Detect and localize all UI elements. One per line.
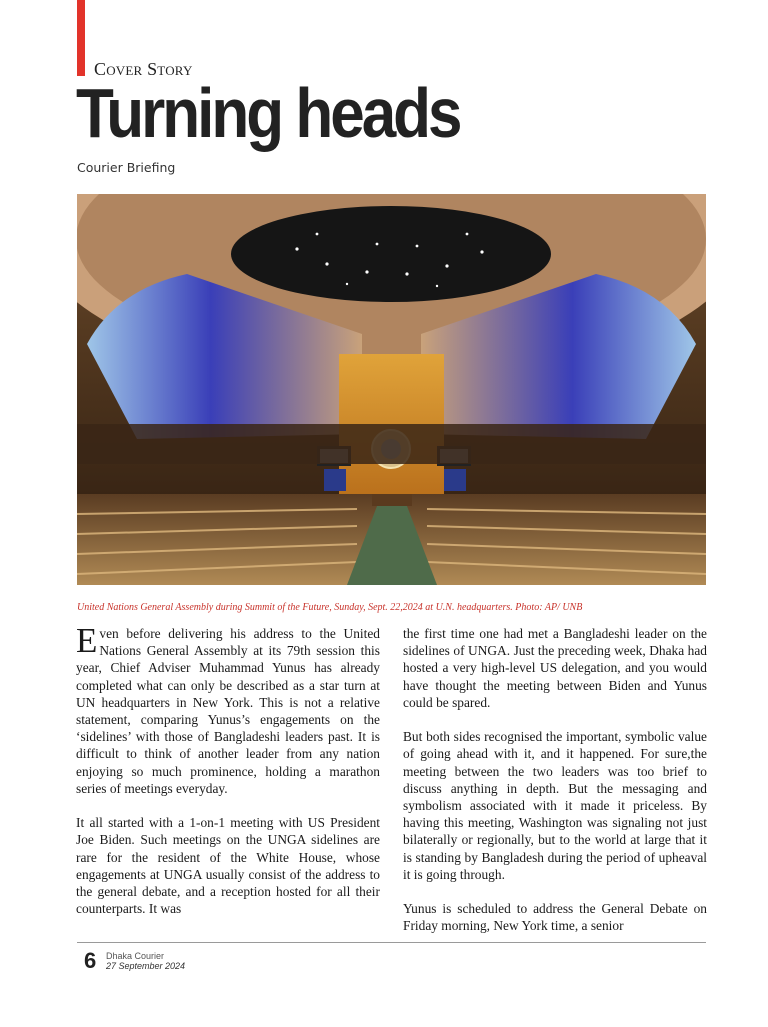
- paragraph-3: the first time one had met a Bangladeshi leader on the sidelines of UNGA. Just the preceding week, Dhaka had hosted a very high-level US delegation, and you would have thought the meeting between Biden and Yunus could be spared.: [403, 626, 707, 710]
- byline: Courier Briefing: [77, 160, 176, 175]
- paragraph-2: It all started with a 1-on-1 meeting with US President Joe Biden. Such meetings on the UNGA sidelines are rare for the resident of the White House, whose engagements at UNGA usually consist of the address to the general debate, and a reception hosted for all their counterparts. It was: [76, 815, 380, 917]
- paragraph-5: Yunus is scheduled to address the General Debate on Friday morning, New York time, a senior: [403, 901, 707, 934]
- section-label: Cover Story: [94, 59, 193, 79]
- footer-rule: [77, 942, 706, 943]
- page-number: 6: [84, 948, 97, 973]
- drop-cap: E: [76, 621, 98, 660]
- publication-date: 27 September 2024: [106, 961, 186, 971]
- unga-hall-photo: [77, 194, 706, 585]
- article-left-column: [76, 621, 380, 935]
- accent-bar: [77, 0, 85, 76]
- photo-caption: United Nations General Assembly during Summit of the Future, Sunday, Sept. 22,2024 at U.N. headquarters. Photo: AP/ UNB: [77, 602, 583, 613]
- article-right-column: [403, 625, 707, 952]
- paragraph-1: [76, 621, 380, 797]
- headline: Turning heads: [76, 75, 460, 153]
- publication-name: Dhaka Courier: [106, 951, 165, 961]
- paragraph-1-text: ven before delivering his address to the United Nations General Assembly at its 79th session this year, Chief Adviser Muhammad Yunus has already completed what can only be described as a star turn at UN headquarters in New York. This is not a relative statement, comparing Yunus’s engagements on the ‘sidelines’ with those of Bangladeshi leaders past. It is difficult to think of another leader from any nation enjoying so much prominence, holding a marathon series of meetings everyday.: [76, 626, 380, 796]
- paragraph-4: But both sides recognised the important, symbolic value of going ahead with it, and it happened. For sure,the meeting between the two leaders was too brief to discuss anything in depth. But the messaging and symbolism associated with it made it priceless. By having this meeting, Washington was signaling not just bilaterally or regionally, but to the world at large that it is standing by Bangladesh during the period of upheaval it is going through.: [403, 729, 707, 882]
